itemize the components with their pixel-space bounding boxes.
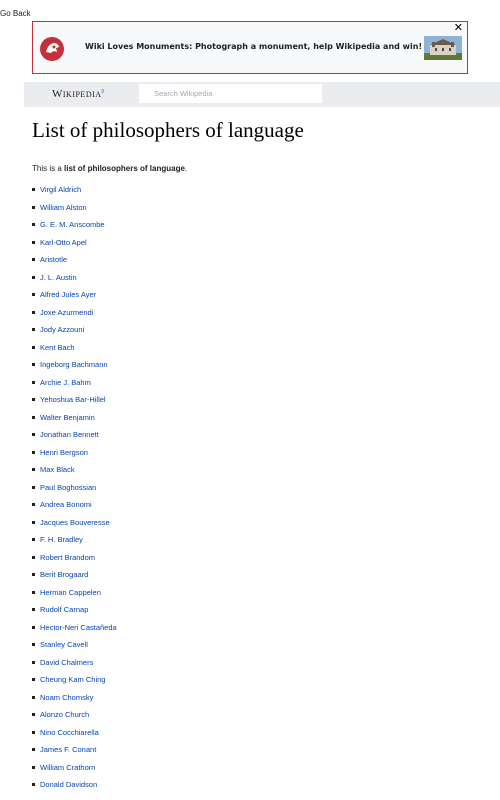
- search-input[interactable]: [139, 84, 322, 103]
- bullet-icon: [32, 381, 35, 384]
- bullet-icon: [32, 626, 35, 629]
- philosopher-link[interactable]: Henri Bergson: [40, 447, 88, 457]
- bullet-icon: [32, 556, 35, 559]
- list-item: [32, 724, 117, 742]
- bullet-icon: [32, 416, 35, 419]
- list-item: [32, 304, 117, 322]
- philosopher-link[interactable]: Nino Cocchiarella: [40, 727, 99, 737]
- list-item: [32, 601, 117, 619]
- philosopher-link[interactable]: Andrea Bonomi: [40, 500, 92, 509]
- wikipedia-wordmark[interactable]: [52, 88, 105, 100]
- philosopher-link[interactable]: Jacques Bouveresse: [40, 517, 110, 527]
- intro-suffix: .: [184, 164, 188, 173]
- bullet-icon: [32, 573, 35, 576]
- list-item: [32, 181, 117, 199]
- philosopher-link[interactable]: Max Black: [40, 465, 75, 474]
- bullet-icon: [32, 451, 35, 454]
- list-item: [32, 741, 117, 759]
- bullet-icon: [32, 293, 35, 296]
- bullet-icon: [32, 713, 35, 716]
- bullet-icon: [32, 731, 35, 734]
- philosopher-link[interactable]: G. E. M. Anscombe: [40, 220, 105, 229]
- philosopher-link[interactable]: Stanley Cavell: [40, 640, 88, 649]
- philosopher-link[interactable]: Alonzo Church: [40, 710, 90, 719]
- bullet-icon: [32, 398, 35, 401]
- list-item: [32, 689, 117, 707]
- bullet-icon: [32, 766, 35, 769]
- list-item: [32, 619, 117, 637]
- list-item: [32, 759, 117, 777]
- philosopher-link[interactable]: James F. Conant: [40, 745, 97, 754]
- philosopher-link[interactable]: Virgil Aldrich: [40, 185, 82, 194]
- list-item: [32, 636, 117, 654]
- bullet-icon: [32, 223, 35, 226]
- bullet-icon: [32, 276, 35, 279]
- bullet-icon: [32, 188, 35, 191]
- bullet-icon: [32, 486, 35, 489]
- philosopher-link[interactable]: Walter Benjamin: [40, 412, 95, 422]
- banner-message: Wiki Loves Monuments: Photograph a monument, help Wikipedia and win!: [85, 42, 423, 51]
- bullet-icon: [32, 241, 35, 244]
- list-item: [32, 321, 117, 339]
- list-item: [32, 356, 117, 374]
- list-item: [32, 426, 117, 444]
- bullet-icon: [32, 643, 35, 646]
- list-item: [32, 461, 117, 479]
- bullet-icon: [32, 661, 35, 664]
- list-item: [32, 269, 117, 287]
- philosopher-link[interactable]: Jody Azzouni: [40, 325, 85, 334]
- intro-bold-text: list of philosophers of language: [64, 164, 185, 173]
- philosopher-link[interactable]: Kent Bach: [40, 342, 75, 352]
- philosopher-link[interactable]: William Crathorn: [40, 762, 96, 772]
- bullet-icon: [32, 206, 35, 209]
- list-item: [32, 391, 117, 409]
- bullet-icon: [32, 258, 35, 261]
- philosopher-link[interactable]: Yehoshua Bar-Hillel: [40, 395, 106, 404]
- bullet-icon: [32, 433, 35, 436]
- list-item: [32, 566, 117, 584]
- philosopher-link[interactable]: Paul Boghossian: [40, 482, 97, 492]
- bullet-icon: [32, 538, 35, 541]
- list-item: [32, 671, 117, 689]
- list-item: [32, 654, 117, 672]
- bullet-icon: [32, 468, 35, 471]
- philosopher-link[interactable]: Rudolf Carnap: [40, 605, 89, 614]
- philosopher-link[interactable]: David Chalmers: [40, 657, 94, 667]
- philosopher-link[interactable]: Ingeborg Bachmann: [40, 360, 108, 369]
- list-item: [32, 444, 117, 462]
- philosopher-list: [32, 181, 117, 794]
- philosopher-link[interactable]: Aristotle: [40, 255, 68, 264]
- bullet-icon: [32, 311, 35, 314]
- bullet-icon: [32, 503, 35, 506]
- bullet-icon: [32, 678, 35, 681]
- campaign-banner: [32, 21, 468, 74]
- go-back-link[interactable]: Go Back: [0, 9, 31, 18]
- page-title: List of philosophers of language: [32, 118, 304, 142]
- philosopher-link[interactable]: Robert Brandom: [40, 552, 96, 562]
- beta-badge: β: [101, 89, 105, 95]
- site-header: [24, 82, 500, 107]
- list-item: [32, 409, 117, 427]
- philosopher-link[interactable]: F. H. Bradley: [40, 535, 83, 544]
- philosopher-link[interactable]: Noam Chomsky: [40, 692, 94, 702]
- philosopher-link[interactable]: Jonathan Bennett: [40, 430, 99, 439]
- philosopher-link[interactable]: J. L. Austin: [40, 272, 77, 282]
- philosopher-link[interactable]: Hector-Neri Castañeda: [40, 622, 117, 632]
- philosopher-link[interactable]: Cheung Kam Ching: [40, 675, 106, 684]
- philosopher-link[interactable]: Berit Brogaard: [40, 570, 89, 579]
- list-item: [32, 479, 117, 497]
- list-item: [32, 776, 117, 794]
- close-icon[interactable]: ✕: [453, 21, 463, 34]
- list-item: [32, 234, 117, 252]
- list-item: [32, 531, 117, 549]
- philosopher-link[interactable]: William Alston: [40, 202, 87, 212]
- list-item: [32, 549, 117, 567]
- philosopher-link[interactable]: Donald Davidson: [40, 780, 98, 789]
- list-item: [32, 374, 117, 392]
- list-item: [32, 706, 117, 724]
- bullet-icon: [32, 328, 35, 331]
- list-item: [32, 251, 117, 269]
- bullet-icon: [32, 748, 35, 751]
- philosopher-link[interactable]: Herman Cappelen: [40, 587, 101, 597]
- wordmark-text: Wikipedia: [52, 88, 102, 100]
- intro-text: [32, 164, 187, 173]
- bullet-icon: [32, 783, 35, 786]
- list-item: [32, 496, 117, 514]
- list-item: [32, 584, 117, 602]
- list-item: [32, 339, 117, 357]
- bullet-icon: [32, 521, 35, 524]
- list-item: [32, 286, 117, 304]
- philosopher-link[interactable]: Alfred Jules Ayer: [40, 290, 97, 299]
- philosopher-link[interactable]: Joxe Azurmendi: [40, 307, 94, 317]
- bullet-icon: [32, 696, 35, 699]
- intro-prefix: This is a: [32, 164, 65, 173]
- bullet-icon: [32, 591, 35, 594]
- bullet-icon: [32, 608, 35, 611]
- list-item: [32, 216, 117, 234]
- wiki-loves-monuments-logo-icon: [39, 36, 65, 62]
- philosopher-link[interactable]: Archie J. Bahm: [40, 377, 91, 387]
- bullet-icon: [32, 363, 35, 366]
- philosopher-link[interactable]: Karl-Otto Apel: [40, 237, 87, 247]
- monument-photo-icon: [424, 36, 462, 60]
- bullet-icon: [32, 346, 35, 349]
- list-item: [32, 514, 117, 532]
- list-item: [32, 199, 117, 217]
